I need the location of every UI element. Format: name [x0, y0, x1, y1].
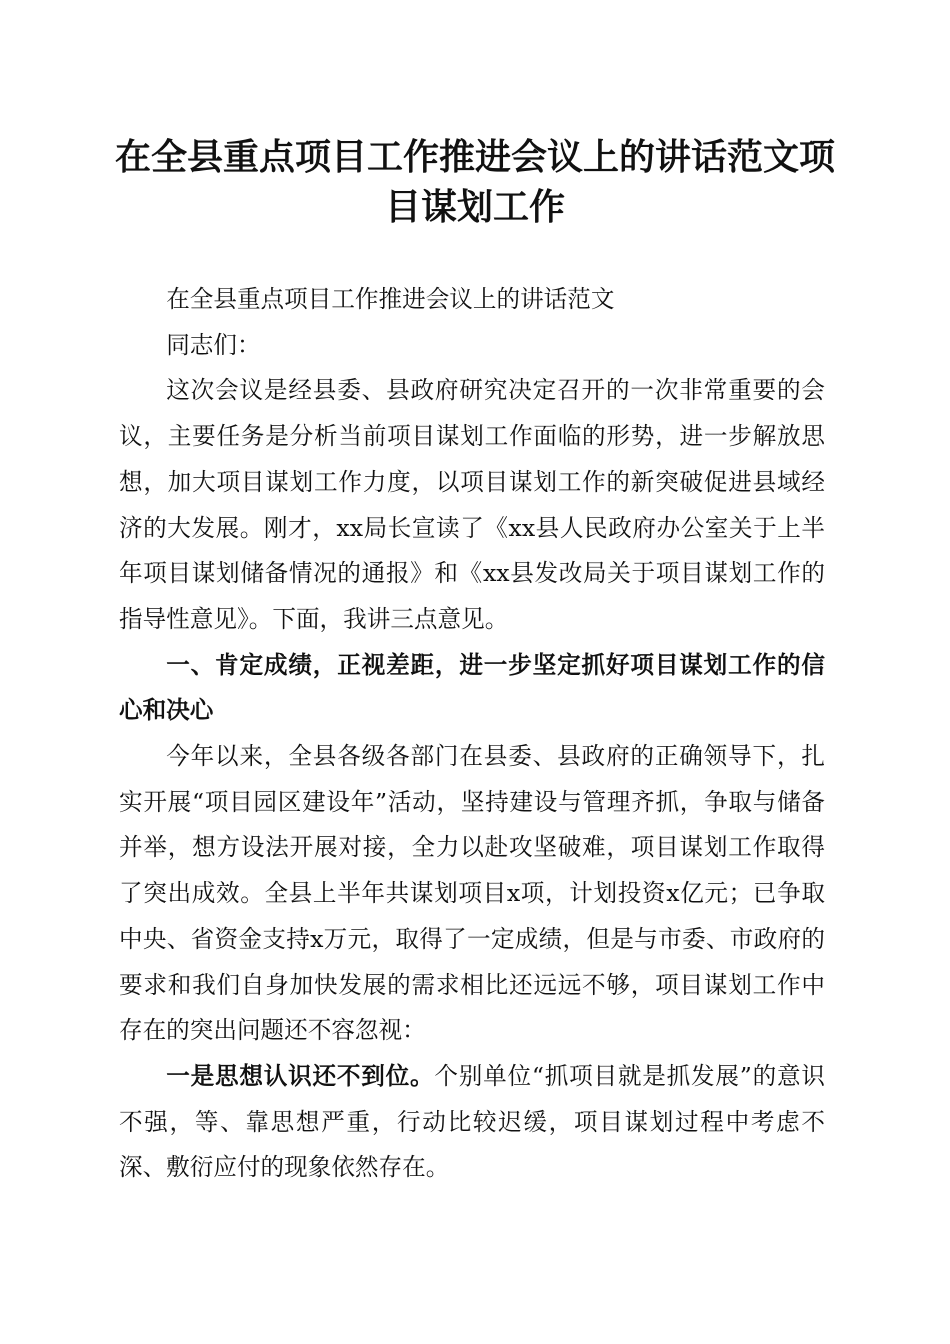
document-title: [110, 132, 840, 232]
title-line-1: 在全县重点项目工作推进会议上的讲话范文项: [114, 136, 835, 178]
point-1-text: 个别单位“抓项目就是抓发展”的意识不强，等、靠思想严重，行动比较迟缓，项目谋划过程中考虑不深、敷衍应付的现象依然存在。: [119, 1061, 826, 1182]
point-1-paragraph: [119, 1054, 825, 1191]
salutation: 同志们：: [166, 330, 261, 359]
section-1-paragraph: 今年以来，全县各级各部门在县委、县政府的正确领导下，扎实开展“项目园区建设年”活动，坚持建设与管理齐抓，争取与储备并举，想方设法开展对接，全力以赴攻坚破难，项目谋划工作取得了突出成效。全县上半年共谋划项目x项，计划投资x亿元；已争取中央、省资金支持x万元，取得了一定成绩，但是与市委、市政府的要求和我们自身加快发展的需求相比还远远不够，项目谋划工作中存在的突出问题还不容忽视：: [119, 742, 825, 1045]
title-line-2: 目谋划工作: [384, 186, 565, 228]
subtitle: 在全县重点项目工作推进会议上的讲话范文: [166, 285, 615, 313]
point-1-lead: 一是思想认识还不到位。: [166, 1061, 435, 1090]
document-body: [119, 277, 825, 1191]
intro-paragraph: 这次会议是经县委、县政府研究决定召开的一次非常重要的会议，主要任务是分析当前项目谋划工作面临的形势，进一步解放思想，加大项目谋划工作力度，以项目谋划工作的新突破促进县域经济的大发展。刚才，xx局长宣读了《xx县人民政府办公室关于上半年项目谋划储备情况的通报》和《xx县发改局关于项目谋划工作的指导性意见》。下面，我讲三点意见。: [119, 376, 825, 633]
section-1-heading: 一、肯定成绩，正视差距，进一步坚定抓好项目谋划工作的信心和决心: [119, 650, 825, 725]
